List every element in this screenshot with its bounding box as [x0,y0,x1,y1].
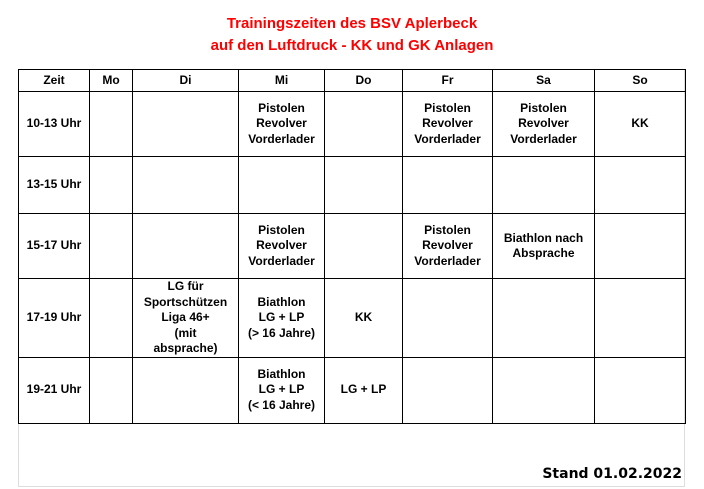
schedule-cell [325,157,403,214]
schedule-cell [595,357,686,423]
stand-date-label: Stand 01.02.2022 [542,466,682,482]
schedule-cell [403,357,493,423]
column-header-sa: Sa [493,70,595,92]
title-line-2: auf den Luftdruck - KK und GK Anlagen [210,37,494,54]
table-row [19,279,686,358]
schedule-cell [90,357,133,423]
schedule-cell [595,214,686,279]
column-header-fr: Fr [403,70,493,92]
schedule-cell [595,157,686,214]
schedule-cell [493,279,595,358]
table-row [19,214,686,279]
schedule-cell [90,92,133,157]
schedule-cell [133,157,239,214]
schedule-cell [133,92,239,157]
schedule-cell: Pistolen Revolver Vorderlader [403,92,493,157]
schedule-cell [403,157,493,214]
column-header-so: So [595,70,686,92]
schedule-cell [133,214,239,279]
schedule-cell [493,357,595,423]
column-header-mi: Mi [239,70,325,92]
training-schedule-table [18,69,686,424]
column-header-mo: Mo [90,70,133,92]
time-cell: 13-15 Uhr [19,157,90,214]
time-cell: 17-19 Uhr [19,279,90,358]
schedule-cell [493,157,595,214]
schedule-cell: KK [325,279,403,358]
schedule-cell: Biathlon nach Absprache [493,214,595,279]
schedule-cell: Biathlon LG + LP (> 16 Jahre) [239,279,325,358]
schedule-cell: Pistolen Revolver Vorderlader [403,214,493,279]
header-row [19,70,686,92]
column-header-zeit: Zeit [19,70,90,92]
title-line-1: Trainingszeiten des BSV Aplerbeck [226,15,478,32]
time-cell: 19-21 Uhr [19,357,90,423]
schedule-cell [325,214,403,279]
schedule-cell [239,157,325,214]
schedule-cell [325,92,403,157]
schedule-cell: Pistolen Revolver Vorderlader [239,214,325,279]
schedule-cell [90,214,133,279]
table-row [19,357,686,423]
schedule-cell: KK [595,92,686,157]
table-row [19,157,686,214]
column-header-di: Di [133,70,239,92]
schedule-cell: Pistolen Revolver Vorderlader [239,92,325,157]
time-cell: 10-13 Uhr [19,92,90,157]
time-cell: 15-17 Uhr [19,214,90,279]
schedule-cell [90,279,133,358]
schedule-cell: Pistolen Revolver Vorderlader [493,92,595,157]
schedule-cell [595,279,686,358]
schedule-cell: LG für Sportschützen Liga 46+ (mit absprache) [133,279,239,358]
table-row [19,92,686,157]
schedule-cell [133,357,239,423]
column-header-do: Do [325,70,403,92]
schedule-cell: Biathlon LG + LP (< 16 Jahre) [239,357,325,423]
schedule-cell: LG + LP [325,357,403,423]
schedule-cell [90,157,133,214]
schedule-cell [403,279,493,358]
